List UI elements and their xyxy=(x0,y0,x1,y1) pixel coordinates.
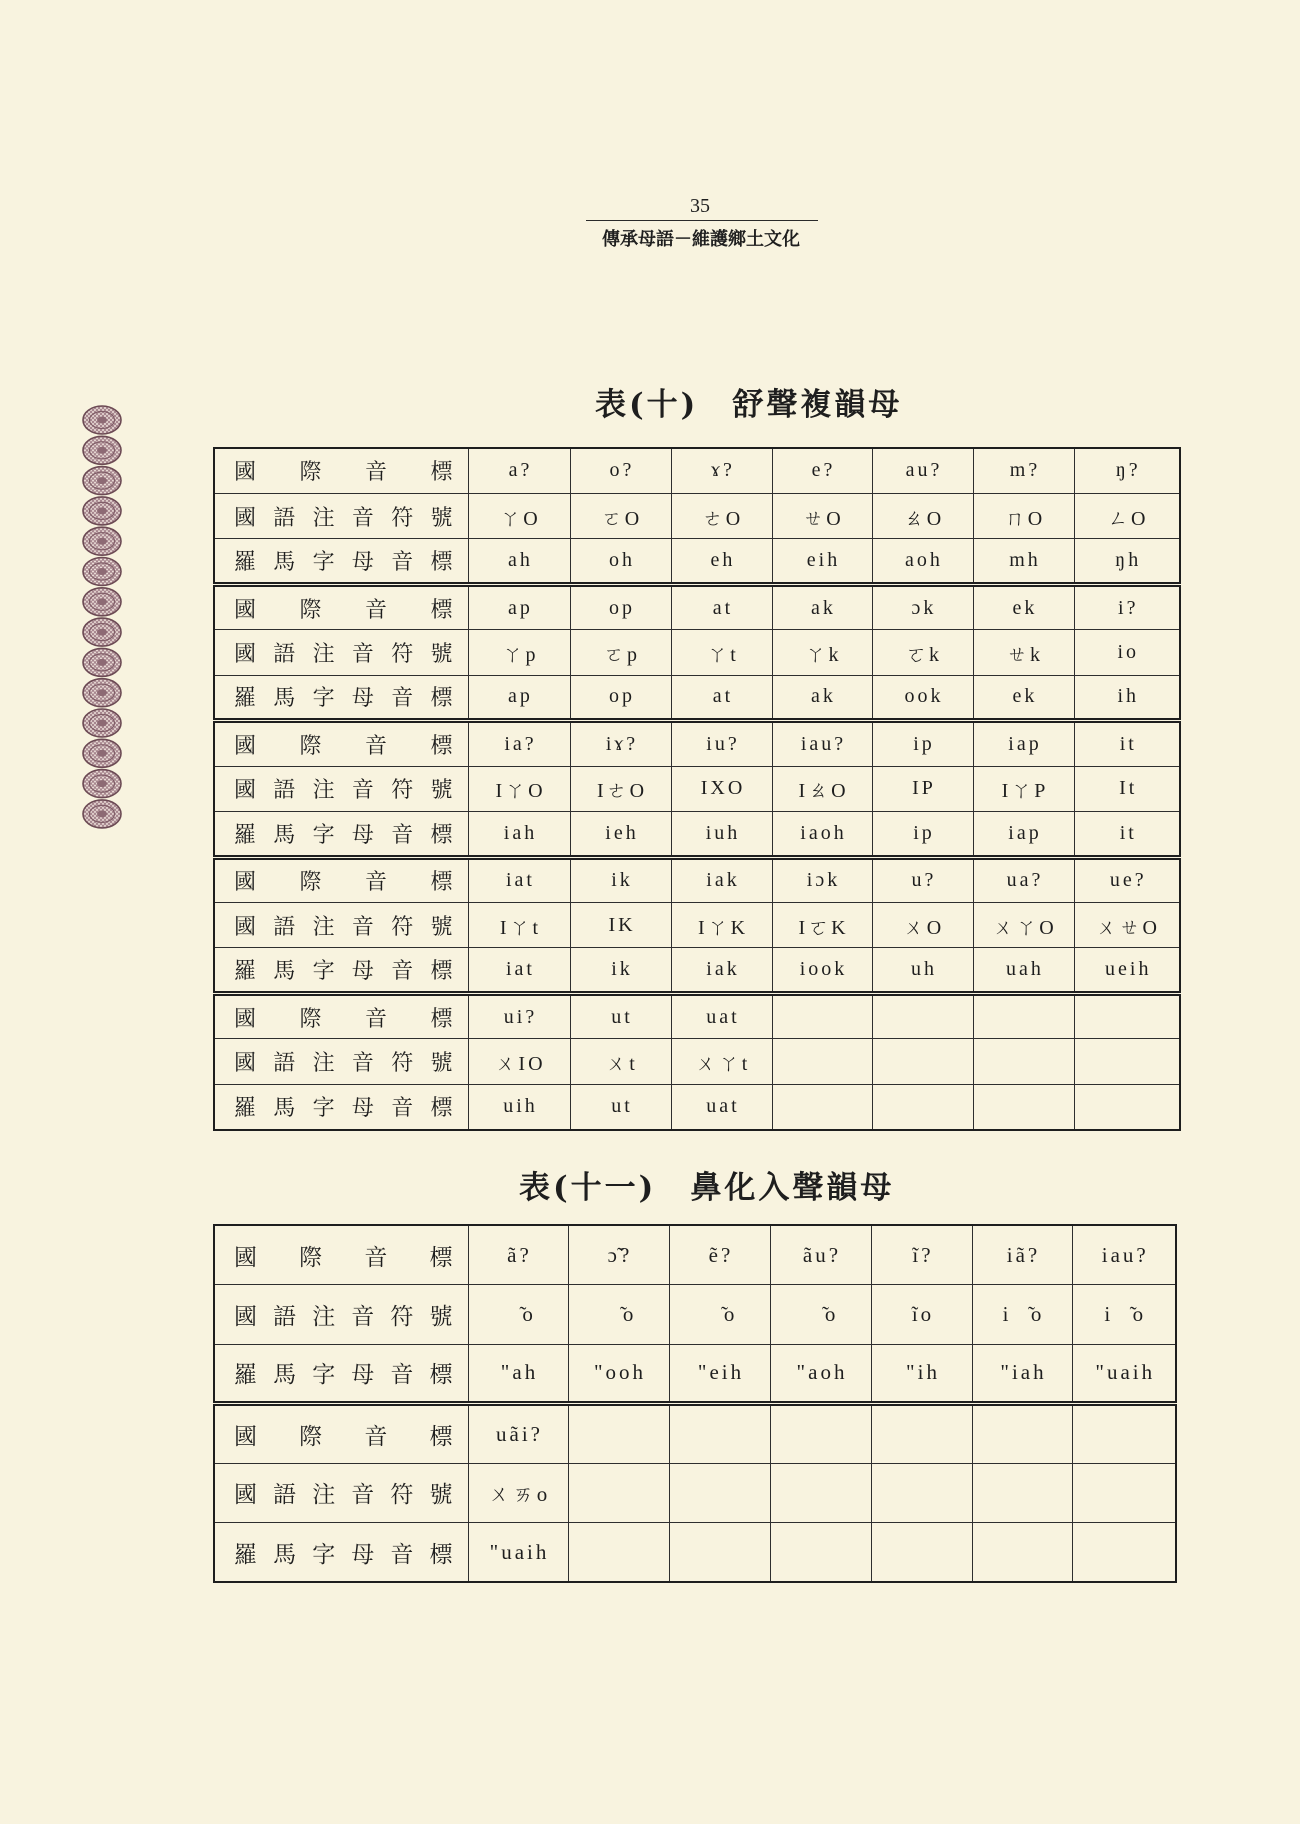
table-cell: IP xyxy=(872,766,973,811)
romanization-row xyxy=(214,948,1180,993)
ipa-row xyxy=(214,721,1180,766)
table-cell xyxy=(1072,1523,1176,1583)
zhuyin-row xyxy=(214,1039,1180,1084)
table-cell: iook xyxy=(772,948,872,993)
table-cell: ㄨㄚO xyxy=(973,903,1074,948)
table-cell: iuh xyxy=(671,812,772,857)
row-label: 羅馬字母音標 xyxy=(214,1344,468,1404)
table-cell: IㄚP xyxy=(973,766,1074,811)
running-title: 傳承母語－維護鄉土文化 xyxy=(602,229,800,250)
table-cell: aoh xyxy=(872,539,973,584)
ornament-oval xyxy=(83,618,121,646)
ornament-oval xyxy=(83,800,121,828)
table-11 xyxy=(213,1224,1177,1583)
zhuyin-row xyxy=(214,1285,1176,1345)
table-cell xyxy=(770,1523,871,1583)
table-cell: ㄛp xyxy=(570,630,671,675)
ipa-row xyxy=(214,1225,1176,1285)
table-cell xyxy=(772,1039,872,1084)
table-cell: ek xyxy=(973,584,1074,629)
row-label: 國語注音符號 xyxy=(214,630,468,675)
table-cell: ua? xyxy=(973,857,1074,902)
table-cell: ueih xyxy=(1074,948,1180,993)
table-cell: ㄠO xyxy=(872,493,973,538)
zhuyin-row xyxy=(214,493,1180,538)
table-cell: ㄚO xyxy=(468,493,570,538)
row-label: 羅馬字母音標 xyxy=(214,812,468,857)
table-cell: ㄇO xyxy=(973,493,1074,538)
table-cell xyxy=(770,1404,871,1464)
row-label: 國語注音符號 xyxy=(214,1285,468,1345)
table-cell xyxy=(871,1523,972,1583)
table-cell: i? xyxy=(1074,584,1180,629)
table-cell: uah xyxy=(973,948,1074,993)
row-label: 國語注音符號 xyxy=(214,903,468,948)
ornament-oval xyxy=(83,436,121,464)
row-label: 國際音標 xyxy=(214,584,468,629)
table-cell: ue? xyxy=(1074,857,1180,902)
table-cell: ŋh xyxy=(1074,539,1180,584)
table-cell: ㄚ̃o xyxy=(468,1285,568,1345)
row-label: 國際音標 xyxy=(214,857,468,902)
ornament-oval xyxy=(83,406,121,434)
romanization-row xyxy=(214,539,1180,584)
table-cell: ŋ? xyxy=(1074,448,1180,493)
table-11-caption xyxy=(519,1167,894,1209)
table-cell: ap xyxy=(468,675,570,720)
table-cell xyxy=(568,1523,669,1583)
table-cell: ik xyxy=(570,948,671,993)
row-label: 國際音標 xyxy=(214,448,468,493)
table-cell: iu? xyxy=(671,721,772,766)
table-cell: IㄠO xyxy=(772,766,872,811)
table-cell xyxy=(669,1463,770,1523)
table-cell: op xyxy=(570,584,671,629)
row-label: 國語注音符號 xyxy=(214,1463,468,1523)
table-cell: ia? xyxy=(468,721,570,766)
table-cell: ㄚk xyxy=(772,630,872,675)
ipa-row xyxy=(214,993,1180,1038)
row-label: 羅馬字母音標 xyxy=(214,948,468,993)
row-label: 羅馬字母音標 xyxy=(214,539,468,584)
table-cell: ook xyxy=(872,675,973,720)
table-cell xyxy=(568,1404,669,1464)
table-cell: iɔk xyxy=(772,857,872,902)
table-cell: It xyxy=(1074,766,1180,811)
table-cell: ip xyxy=(872,812,973,857)
table-cell: iak xyxy=(671,857,772,902)
table-cell: "iah xyxy=(972,1344,1072,1404)
table-cell: iat xyxy=(468,857,570,902)
row-label: 國語注音符號 xyxy=(214,766,468,811)
table-cell xyxy=(772,1084,872,1130)
table-cell: au? xyxy=(872,448,973,493)
romanization-row xyxy=(214,1344,1176,1404)
table-cell: ㄨㄝO xyxy=(1074,903,1180,948)
table-cell: iㄠ̃o xyxy=(1072,1285,1176,1345)
table-cell xyxy=(669,1404,770,1464)
row-label: 國際音標 xyxy=(214,721,468,766)
table-cell: "eih xyxy=(669,1344,770,1404)
table-cell: ㄝO xyxy=(772,493,872,538)
table-cell: "uaih xyxy=(468,1523,568,1583)
table-11-title: 鼻化入聲韻母 xyxy=(690,1170,895,1206)
table-cell: IㄚO xyxy=(468,766,570,811)
table-cell xyxy=(1072,1463,1176,1523)
table-cell xyxy=(772,993,872,1038)
table-cell: iap xyxy=(973,721,1074,766)
table-cell: ㄛO xyxy=(570,493,671,538)
table-cell: "ih xyxy=(871,1344,972,1404)
table-cell: o? xyxy=(570,448,671,493)
table-cell: ㄚt xyxy=(671,630,772,675)
table-cell: at xyxy=(671,675,772,720)
table-cell: IK xyxy=(570,903,671,948)
table-cell: uat xyxy=(671,993,772,1038)
table-cell: "uaih xyxy=(1072,1344,1176,1404)
ornament-oval xyxy=(83,527,121,555)
table-10-number: 表(十) xyxy=(595,387,699,423)
table-cell: ek xyxy=(973,675,1074,720)
table-cell xyxy=(972,1404,1072,1464)
table-cell xyxy=(669,1523,770,1583)
table-cell: iau? xyxy=(772,721,872,766)
table-cell: a? xyxy=(468,448,570,493)
table-cell: Iㄚt xyxy=(468,903,570,948)
table-cell: "aoh xyxy=(770,1344,871,1404)
table-cell xyxy=(872,1084,973,1130)
table-cell: "ooh xyxy=(568,1344,669,1404)
ornament-oval xyxy=(83,709,121,737)
ornament-oval xyxy=(83,558,121,586)
row-label: 國語注音符號 xyxy=(214,493,468,538)
table-cell: u? xyxy=(872,857,973,902)
table-cell: ãu? xyxy=(770,1225,871,1285)
table-cell: ik xyxy=(570,857,671,902)
table-cell: ah xyxy=(468,539,570,584)
table-cell: ɔk xyxy=(872,584,973,629)
ornament-oval xyxy=(83,739,121,767)
table-cell xyxy=(973,993,1074,1038)
zhuyin-row xyxy=(214,903,1180,948)
table-10-caption xyxy=(595,384,902,426)
table-cell: uat xyxy=(671,1084,772,1130)
table-cell: it xyxy=(1074,721,1180,766)
row-label: 國際音標 xyxy=(214,993,468,1038)
table-cell xyxy=(770,1463,871,1523)
table-cell xyxy=(1074,1039,1180,1084)
table-cell: uh xyxy=(872,948,973,993)
table-cell: iau? xyxy=(1072,1225,1176,1285)
table-cell: iɤ? xyxy=(570,721,671,766)
table-cell: ɔ̃? xyxy=(568,1225,669,1285)
table-cell: at xyxy=(671,584,772,629)
table-cell: oh xyxy=(570,539,671,584)
table-cell: ut xyxy=(570,1084,671,1130)
table-cell: ut xyxy=(570,993,671,1038)
table-cell: iã? xyxy=(972,1225,1072,1285)
ipa-row xyxy=(214,448,1180,493)
table-cell xyxy=(872,1039,973,1084)
table-cell: ㄨㄚt xyxy=(671,1039,772,1084)
table-cell: uãi? xyxy=(468,1404,568,1464)
table-cell: ㄠ̃o xyxy=(770,1285,871,1345)
ornament-oval xyxy=(83,648,121,676)
table-cell: ĩ? xyxy=(871,1225,972,1285)
page-number: 35 xyxy=(690,195,710,217)
row-label: 國語注音符號 xyxy=(214,1039,468,1084)
row-label: 國際音標 xyxy=(214,1225,468,1285)
table-cell: ㆦ̃o xyxy=(568,1285,669,1345)
table-cell: iaoh xyxy=(772,812,872,857)
table-cell: ieh xyxy=(570,812,671,857)
table-cell: eh xyxy=(671,539,772,584)
table-cell: ak xyxy=(772,584,872,629)
table-cell: e? xyxy=(772,448,872,493)
table-cell xyxy=(972,1463,1072,1523)
table-10 xyxy=(213,447,1181,1131)
table-cell: ㄨㄞo xyxy=(468,1463,568,1523)
table-11-number: 表(十一) xyxy=(519,1170,657,1206)
table-cell: ㄚp xyxy=(468,630,570,675)
romanization-row xyxy=(214,812,1180,857)
table-cell: ㄝ̃o xyxy=(669,1285,770,1345)
romanization-row xyxy=(214,1523,1176,1583)
table-cell: IㆦK xyxy=(772,903,872,948)
table-cell: IㄚK xyxy=(671,903,772,948)
table-cell: ㄨO xyxy=(872,903,973,948)
table-cell: it xyxy=(1074,812,1180,857)
table-cell: IㄜO xyxy=(570,766,671,811)
table-cell xyxy=(568,1463,669,1523)
table-10-body xyxy=(214,448,1180,1130)
table-cell: ip xyxy=(872,721,973,766)
decorative-oval-column xyxy=(79,405,125,829)
table-cell: ㆦk xyxy=(872,630,973,675)
table-cell: iㄚ̃o xyxy=(972,1285,1072,1345)
table-cell: iat xyxy=(468,948,570,993)
table-cell: ㄥO xyxy=(1074,493,1180,538)
row-label: 國際音標 xyxy=(214,1404,468,1464)
romanization-row xyxy=(214,675,1180,720)
table-cell xyxy=(973,1084,1074,1130)
table-cell: ẽ? xyxy=(669,1225,770,1285)
ornament-oval xyxy=(83,497,121,525)
table-cell xyxy=(973,1039,1074,1084)
ipa-row xyxy=(214,584,1180,629)
table-10-title: 舒聲複韻母 xyxy=(732,387,903,423)
ornament-oval xyxy=(83,588,121,616)
table-cell: ak xyxy=(772,675,872,720)
table-cell: ㄜO xyxy=(671,493,772,538)
table-cell: m? xyxy=(973,448,1074,493)
zhuyin-row xyxy=(214,766,1180,811)
table-cell xyxy=(871,1463,972,1523)
table-cell: iah xyxy=(468,812,570,857)
table-cell: uih xyxy=(468,1084,570,1130)
table-cell: ã? xyxy=(468,1225,568,1285)
ornament-oval xyxy=(83,770,121,798)
table-cell: io xyxy=(1074,630,1180,675)
table-cell: "ah xyxy=(468,1344,568,1404)
table-cell: op xyxy=(570,675,671,720)
ipa-row xyxy=(214,857,1180,902)
table-cell: iap xyxy=(973,812,1074,857)
table-cell xyxy=(872,993,973,1038)
row-label: 羅馬字母音標 xyxy=(214,1523,468,1583)
table-cell: eih xyxy=(772,539,872,584)
table-cell xyxy=(1074,993,1180,1038)
ornament-oval xyxy=(83,467,121,495)
table-cell: mh xyxy=(973,539,1074,584)
table-cell xyxy=(871,1404,972,1464)
table-cell: ㄨt xyxy=(570,1039,671,1084)
table-cell xyxy=(972,1523,1072,1583)
row-label: 羅馬字母音標 xyxy=(214,1084,468,1130)
header-rule xyxy=(586,220,818,221)
ornament-oval xyxy=(83,679,121,707)
table-cell: ㄝk xyxy=(973,630,1074,675)
ipa-row xyxy=(214,1404,1176,1464)
table-cell xyxy=(1072,1404,1176,1464)
table-cell: IXO xyxy=(671,766,772,811)
table-cell: ap xyxy=(468,584,570,629)
table-cell: ui? xyxy=(468,993,570,1038)
zhuyin-row xyxy=(214,630,1180,675)
table-cell: ih xyxy=(1074,675,1180,720)
row-label: 羅馬字母音標 xyxy=(214,675,468,720)
zhuyin-row xyxy=(214,1463,1176,1523)
table-cell: ĩo xyxy=(871,1285,972,1345)
table-cell: iak xyxy=(671,948,772,993)
romanization-row xyxy=(214,1084,1180,1130)
table-11-body xyxy=(214,1225,1176,1582)
table-cell: ɤ? xyxy=(671,448,772,493)
table-cell xyxy=(1074,1084,1180,1130)
table-cell: ㄨIO xyxy=(468,1039,570,1084)
